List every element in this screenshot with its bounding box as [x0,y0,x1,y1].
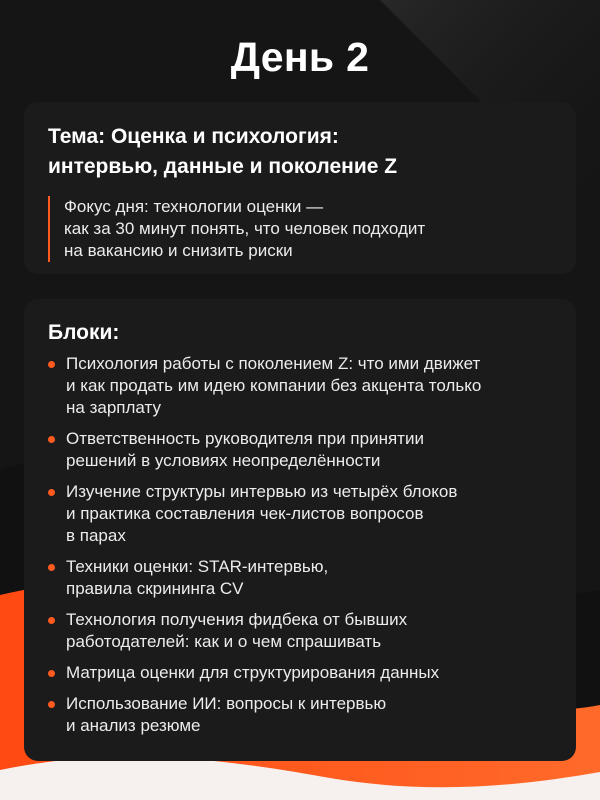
focus-quote [48,196,552,262]
bullet-dot-icon [48,564,55,571]
page-title: День 2 [230,34,370,80]
blocks-card [24,299,576,761]
blocks-list [48,353,552,737]
list-item-line: Матрица оценки для структурирования данных [66,663,440,682]
bullet-dot-icon [48,701,55,708]
list-item-line: и как продать им идею компании без акцента только [66,376,482,395]
bullet-dot-icon [48,489,55,496]
topic-title-line: интервью, данные и поколение Z [48,155,398,178]
focus-line: Фокус дня: технологии оценки — [64,197,324,216]
topic-card [24,102,576,274]
topic-title-line: Тема: Оценка и психология: [48,125,339,148]
list-item-line: правила скрининга CV [66,579,244,598]
list-item-line: в парах [66,526,126,545]
list-item [48,556,552,600]
list-item [48,428,552,472]
list-item [48,481,552,547]
bullet-dot-icon [48,361,55,368]
blocks-heading: Блоки: [48,321,120,344]
list-item [48,353,552,419]
list-item [48,662,552,684]
list-item-line: Психология работы с поколением Z: что ими движет [66,354,481,373]
list-item-line: Техники оценки: STAR-интервью, [66,557,329,576]
list-item-line: Использование ИИ: вопросы к интервью [66,694,387,713]
list-item [48,609,552,653]
list-item-line: на зарплату [66,398,161,417]
list-item-line: Ответственность руководителя при принятии [66,429,424,448]
bullet-dot-icon [48,670,55,677]
list-item-line: решений в условиях неопределённости [66,451,381,470]
list-item-line: работодателей: как и о чем спрашивать [66,632,382,651]
list-item-line: Технология получения фидбека от бывших [66,610,408,629]
list-item-line: Изучение структуры интервью из четырёх блоков [66,482,458,501]
list-item [48,693,552,737]
focus-line: на вакансию и снизить риски [64,241,293,260]
focus-line: как за 30 минут понять, что человек подходит [64,219,426,238]
bullet-dot-icon [48,617,55,624]
list-item-line: и анализ резюме [66,716,201,735]
bullet-dot-icon [48,436,55,443]
list-item-line: и практика составления чек-листов вопросов [66,504,424,523]
